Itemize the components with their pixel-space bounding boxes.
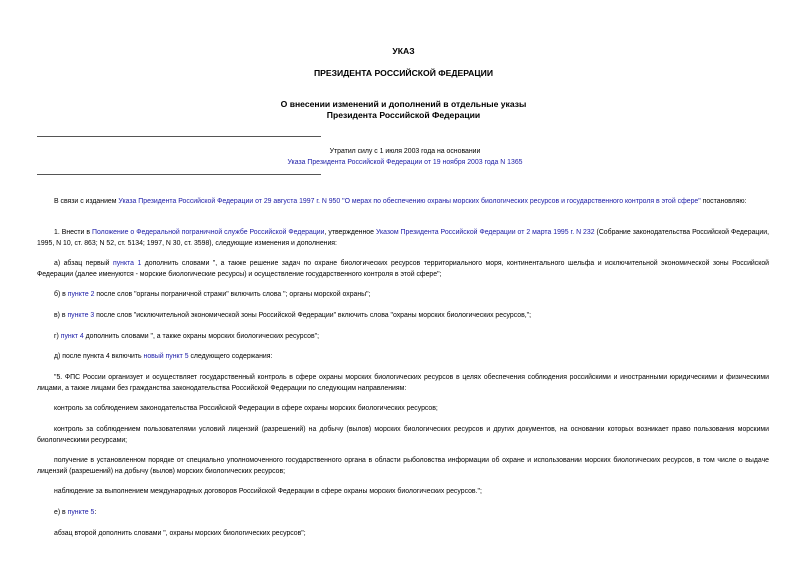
document-subtitle-line1: О внесении изменений и дополнений в отдельные указы bbox=[280, 99, 527, 109]
paragraph-item-1: 1. Внести в Положение о Федеральной пограничной службе Российской Федерации, утвержденное Указом Президента Российской Федерации от 2 марта 1995 г. N 232 (Собрание законодательства Российской Федерации, 1995, N 10, ст. 863; N 52, ст. 5134; 1997, N 30, ст. 3598), следующие изменения и дополнения: bbox=[37, 229, 769, 247]
point-3-link[interactable]: пункте 3 bbox=[67, 312, 95, 319]
point-1-link[interactable]: пункта 1 bbox=[112, 260, 142, 267]
divider-top bbox=[37, 136, 321, 137]
new-point-5-link[interactable]: новый пункт 5 bbox=[143, 353, 189, 360]
document-subtitle-line2: Президента Российской Федерации bbox=[326, 110, 481, 120]
decree-950-link[interactable]: Указа Президента Российской Федерации от 29 августа 1997 г. N 950 "О мерах по обеспечению охраны морских биологических ресурсов и государственного контроля в этой сфере" bbox=[118, 198, 701, 205]
control-item-3: получение в установленном порядке от специально уполномоченного государственного органа в области рыболовства информации об охране и использовании морских биологических ресурсов, в том числе о выдаче лицензий (разрешений) на добычу (вылов) морских биологических ресурсов; bbox=[37, 457, 769, 475]
status-note: Утратил силу с 1 июля 2003 года на основании bbox=[329, 148, 481, 155]
fps-regulation-link[interactable]: Положение о Федеральной пограничной службе Российской Федерации bbox=[92, 229, 325, 236]
preamble-paragraph: В связи с изданием Указа Президента Российской Федерации от 29 августа 1997 г. N 950 "О мерах по обеспечению охраны морских биологических ресурсов и государственного контроля в этой сфере" постановляю: bbox=[54, 198, 747, 205]
control-item-4: наблюдение за выполнением международных договоров Российской Федерации в сфере охраны морских биологических ресурсов."; bbox=[54, 488, 482, 495]
control-item-2: контроль за соблюдением пользователями условий лицензий (разрешений) на добычу (вылов) морских биологических ресурсов и других документов, на основании которых возникает право пользования морскими биологическими ресурсами; bbox=[37, 426, 769, 444]
paragraph-e-amendment: абзац второй дополнить словами ", охраны морских биологических ресурсов"; bbox=[54, 530, 306, 537]
document-title: УКАЗ bbox=[392, 46, 415, 56]
paragraph-e: е) в пункте 5: bbox=[54, 509, 97, 516]
divider-bottom bbox=[37, 174, 321, 175]
point-2-link[interactable]: пункте 2 bbox=[67, 291, 95, 298]
paragraph-g: г) пункт 4 дополнить словами ", а также охраны морских биологических ресурсов"; bbox=[54, 333, 319, 340]
point-5-link[interactable]: пункте 5 bbox=[67, 509, 95, 516]
decree-232-link[interactable]: Указом Президента Российской Федерации от 2 марта 1995 г. N 232 bbox=[375, 229, 595, 236]
paragraph-d: д) после пункта 4 включить новый пункт 5 следующего содержания: bbox=[54, 353, 273, 360]
control-item-1: контроль за соблюдением законодательства Российской Федерации в сфере охраны морских биологических ресурсов; bbox=[54, 405, 438, 412]
paragraph-a: а) абзац первый пункта 1 дополнить словами ", а также решение задач по охране биологических ресурсов территориального моря, континентального шельфа и исключительной экономической зоны Российской Федерации (далее именуются - морские биологические ресурсы) и осуществление государственного контроля в этой сфере"; bbox=[37, 260, 769, 278]
document-issuer: ПРЕЗИДЕНТА РОССИЙСКОЙ ФЕДЕРАЦИИ bbox=[313, 68, 494, 78]
point-5-text: "5. ФПС России организует и осуществляет государственный контроль в сфере охраны морских биологических ресурсов в целях обеспечения соблюдения российскими и иностранными юридическими и физическими лицами, а также лицами без гражданства законодательства Российской Федерации по следующим направлениям: bbox=[37, 374, 769, 392]
paragraph-v: в) в пункте 3 после слов "исключительной экономической зоны Российской Федерации" включить слова "охраны морских биологических ресурсов,"; bbox=[54, 312, 532, 319]
repeal-decree-link[interactable]: Указа Президента Российской Федерации от 19 ноября 2003 года N 1365 bbox=[287, 159, 523, 166]
paragraph-b: б) в пункте 2 после слов "органы пограничной стражи" включить слова "; органы морской охраны"; bbox=[54, 291, 371, 298]
point-4-link[interactable]: пункт 4 bbox=[60, 333, 84, 340]
